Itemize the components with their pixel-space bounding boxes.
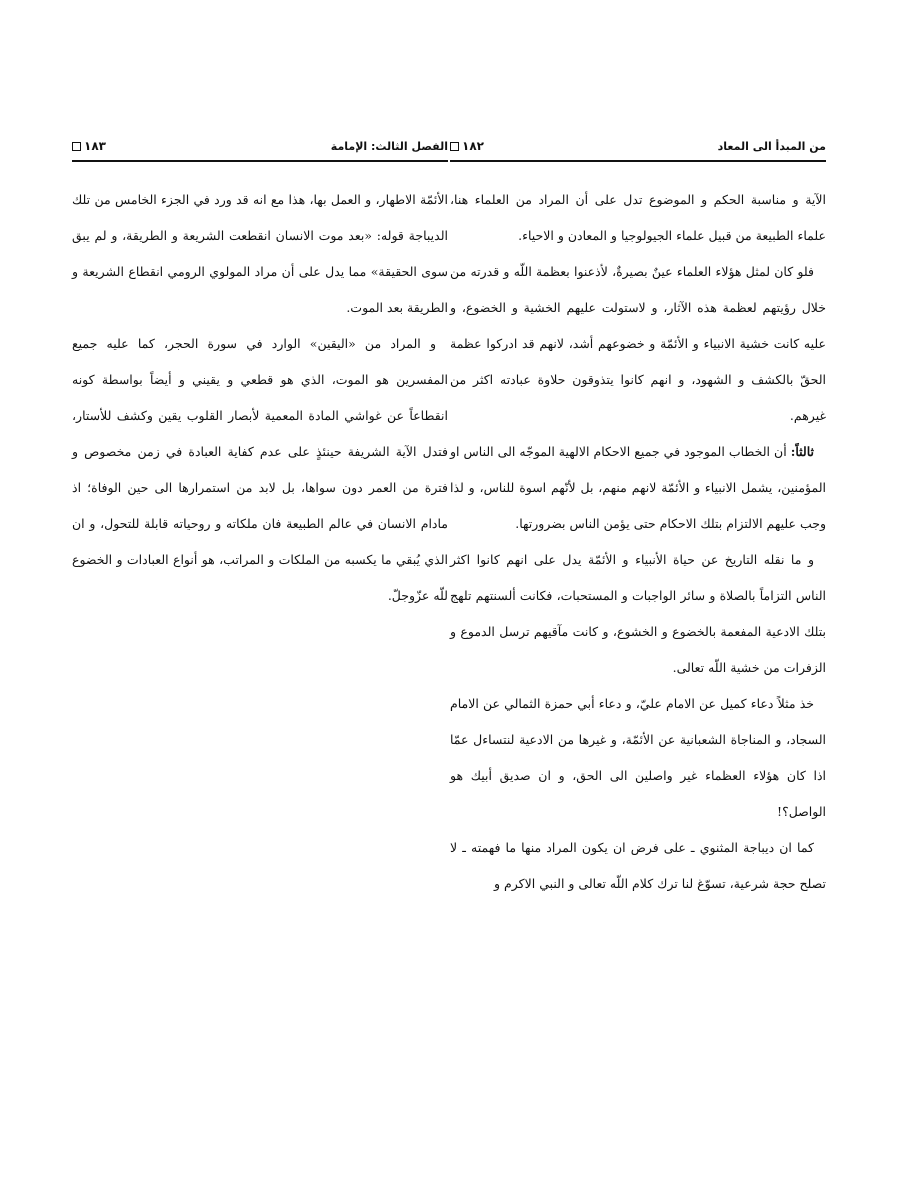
square-icon	[72, 142, 81, 151]
page-body	[72, 182, 448, 614]
paragraph	[450, 182, 826, 254]
paragraph-text: كما ان ديباجة المثنوي ـ على فرض ان يكون المراد منها ما فهمته ـ لا تصلح حجة شرعية، تسوّغ لنا ترك كلام اللّه تعالى و النبي الاكرم و	[450, 840, 826, 891]
paragraph-text: خذ مثلاً دعاء كميل عن الامام عليّ، و دعاء أبي حمزة الثمالي عن الامام السجاد، و المناجاة الشعبانية عن الأئمّة، و غيرها من الادعية لنتساءل عمّا اذا كان هؤلاء العظماء غير واصلين الى الحق، و ان صديق أبيك هو الواصل؟!	[450, 696, 826, 819]
page-header	[72, 138, 448, 162]
paragraph-text: فلو كان لمثل هؤلاء العلماء عينٌ بصيرةٌ، لأذعنوا بعظمة اللّه و قدرته من خلال رؤيتهم لعظمة هذه الآثار، و لاستولت عليهم الخشية و الخضوع، و عليه كانت خشية الانبياء و الأئمّة و خضوعهم أشد، لانهم قد ادركوا عظمة الحقّ بالكشف و الشهود، و انهم كانوا يتذوقون حلاوة عبادته اكثر من غيرهم.	[450, 264, 826, 423]
page-182	[450, 138, 826, 902]
page-number: ١٨٢	[462, 139, 484, 153]
page-183	[72, 138, 448, 614]
paragraph: الأئمّة الاطهار، و العمل بها، هذا مع انه قد ورد في الجزء الخامس من تلك الديباجة قوله: «بعد موت الانسان انقطعت الشريعة و الطريقة، و لم يبق سوى الحقيقة» مما يدل على أن مراد المولوي الرومي انقطاع الشريعة و الطريقة بعد الموت.	[72, 192, 448, 315]
chapter-title: الفصل الثالث: الإمامة	[330, 140, 448, 153]
page-number: ١٨٣	[84, 139, 106, 153]
book-title: من المبدأ الى المعاد	[717, 140, 826, 153]
paragraph-text: و ما نقله التاريخ عن حياة الأنبياء و الأئمّة يدل على انهم كانوا اكثر الناس التزاماً بالصلاة و سائر الواجبات و المستحبات، فكانت ألسنتهم تلهج بتلك الادعية المفعمة بالخضوع و الخشوع، و كانت مآقيهم ترسل الدموع و الزفرات من خشية اللّه تعالى.	[450, 552, 826, 675]
paragraph-text: أن الخطاب الموجود في جميع الاحكام الالهية الموجّه الى الناس او المؤمنين، يشمل الانبياء و الأئمّة لانهم منهم، بل لأنّهم اسوة للناس، و لذا وجب عليهم الالتزام بتلك الاحكام حتى يؤمن الناس بضرورتها.	[450, 444, 826, 531]
paragraph	[450, 542, 826, 686]
paragraph	[450, 830, 826, 902]
page-number-group	[72, 139, 106, 153]
square-icon	[450, 142, 459, 151]
page-body	[450, 182, 826, 902]
page-number-group	[450, 139, 484, 153]
paragraph	[450, 434, 826, 542]
paragraph	[450, 686, 826, 830]
paragraph: و المراد من «اليقين» الوارد في سورة الحجر، كما عليه جميع المفسرين هو الموت، الذي هو قطعي و يقيني و أيضاً بواسطة كونه انقطاعاً عن غواشي المادة المعمية لأبصار القلوب يقين وكشف للأستار، فتدل الآية الشريفة حينئذٍ على عدم كفاية العبادة في زمن مخصوص و فترة من العمر دون سواها، بل لابد من استمرارها الى حين الوفاة؛ اذ مادام الانسان في عالم الطبيعة فان ملكاته و روحياته قابلة للتحول، و ان الذي يُبقي ما يكسبه من الملكات و المراتب، هو أنواع العبادات و الخضوع للّه عزّوجلّ.	[72, 336, 448, 603]
paragraph-lead: ثالثاً:	[790, 444, 814, 459]
page-header	[450, 138, 826, 162]
paragraph-text: الآية و مناسبة الحكم و الموضوع تدل على أن المراد من العلماء هنا، علماء الطبيعة من قبيل علماء الجيولوجيا و المعادن و الاحياء.	[450, 192, 826, 243]
paragraph	[450, 254, 826, 434]
